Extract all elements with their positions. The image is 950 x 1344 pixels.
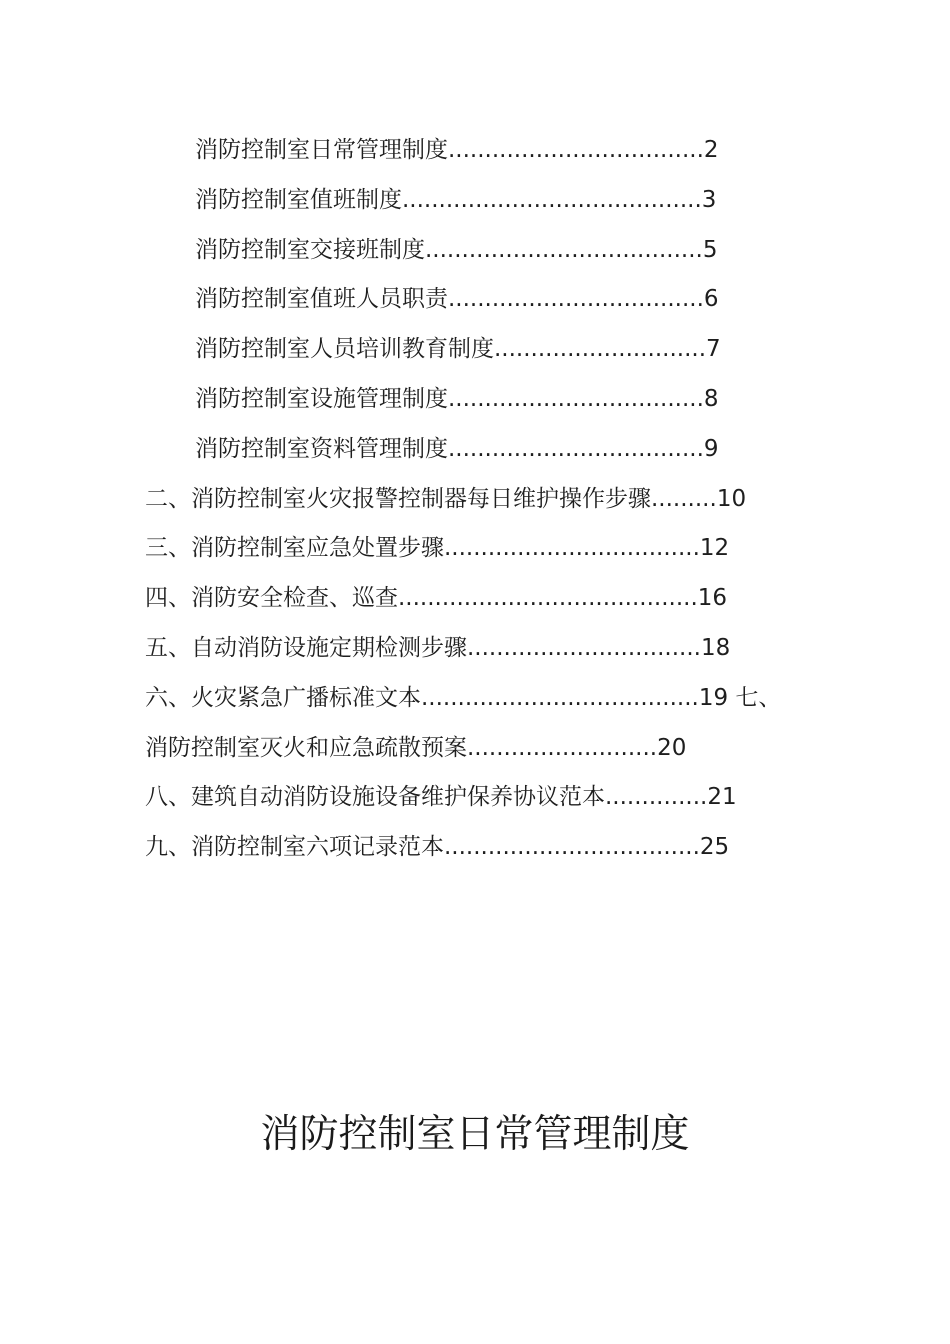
toc-entry-leader: ................................... (444, 535, 700, 561)
toc-entry (195, 135, 719, 165)
toc-entry-page: 18 (700, 635, 731, 661)
toc-entry (145, 583, 727, 613)
toc-entry (145, 832, 729, 862)
toc-entry-page: 20 (657, 735, 687, 761)
toc-entry-title: 六、火灾紧急广播标准文本 (145, 685, 421, 711)
toc-entry-title: 消防控制室灭火和应急疏散预案 (145, 735, 467, 761)
toc-entry-page: 16 (697, 585, 728, 611)
toc-entry (195, 384, 719, 414)
toc-entry-leader: ......................................... (402, 187, 702, 213)
toc-entry-title: 消防控制室日常管理制度 (195, 137, 448, 163)
toc-entry-page: 8 (703, 386, 719, 412)
toc-entry-leader: ......................................... (398, 585, 698, 611)
toc-entry-page: 25 (699, 834, 730, 860)
toc-entry-title: 八、建筑自动消防设施设备维护保养协议范本 (145, 784, 605, 810)
toc-entry-page: 7 (706, 336, 721, 362)
toc-entry-page: 10 (716, 486, 747, 512)
toc-entry-page: 3 (701, 187, 717, 213)
toc-entry-leader: .......................... (467, 735, 658, 761)
toc-entry-title: 消防控制室设施管理制度 (195, 386, 448, 412)
toc-entry-title: 消防控制室值班人员职责 (195, 286, 448, 312)
toc-entry-leader: .............. (605, 784, 708, 810)
toc-entry-page: 9 (703, 436, 719, 462)
toc-entry-title: 五、自动消防设施定期检测步骤 (145, 635, 467, 661)
toc-entry (145, 683, 781, 713)
toc-entry-title: 消防控制室值班制度 (195, 187, 402, 213)
toc-entry (145, 733, 686, 763)
toc-entry-page: 6 (703, 286, 719, 312)
toc-entry (195, 284, 719, 314)
toc-entry-leader: ................................... (444, 834, 700, 860)
toc-entry (145, 633, 730, 663)
toc-entry-leader: ............................. (494, 336, 707, 362)
toc-entry-title: 消防控制室人员培训教育制度 (195, 336, 494, 362)
toc-entry-title: 三、消防控制室应急处置步骤 (145, 535, 444, 561)
toc-entry-page: 21 (707, 784, 737, 810)
toc-entry (145, 782, 737, 812)
toc-entry-title: 九、消防控制室六项记录范本 (145, 834, 444, 860)
toc-entry-page: 12 (699, 535, 730, 561)
toc-entry-title: 四、消防安全检查、巡查 (145, 585, 398, 611)
toc-entry-leader: ................................ (467, 635, 701, 661)
toc-entry-leader: ................................... (448, 286, 704, 312)
toc-entry-leader: ...................................... (425, 237, 703, 263)
toc-entry-leader: ................................... (448, 436, 704, 462)
toc-entry (145, 484, 746, 514)
toc-entry-title: 消防控制室交接班制度 (195, 237, 425, 263)
toc-entry (195, 235, 717, 265)
toc-entry-leader: ................................... (448, 137, 704, 163)
toc-entry-title: 消防控制室资料管理制度 (195, 436, 448, 462)
section-heading: 消防控制室日常管理制度 (260, 1112, 690, 1157)
toc-entry (145, 533, 729, 563)
toc-entry (195, 185, 716, 215)
toc-entry-leader: ...................................... (421, 685, 699, 711)
toc-entry-leader: ................................... (448, 386, 704, 412)
toc-entry-page: 5 (702, 237, 718, 263)
toc-entry-leader: ......... (651, 486, 717, 512)
toc-entry (195, 334, 721, 364)
toc-entry (195, 434, 719, 464)
toc-entry-title: 二、消防控制室火灾报警控制器每日维护操作步骤 (145, 486, 651, 512)
toc-entry-page: 2 (703, 137, 719, 163)
toc-entry-page: 19 七、 (698, 685, 782, 711)
